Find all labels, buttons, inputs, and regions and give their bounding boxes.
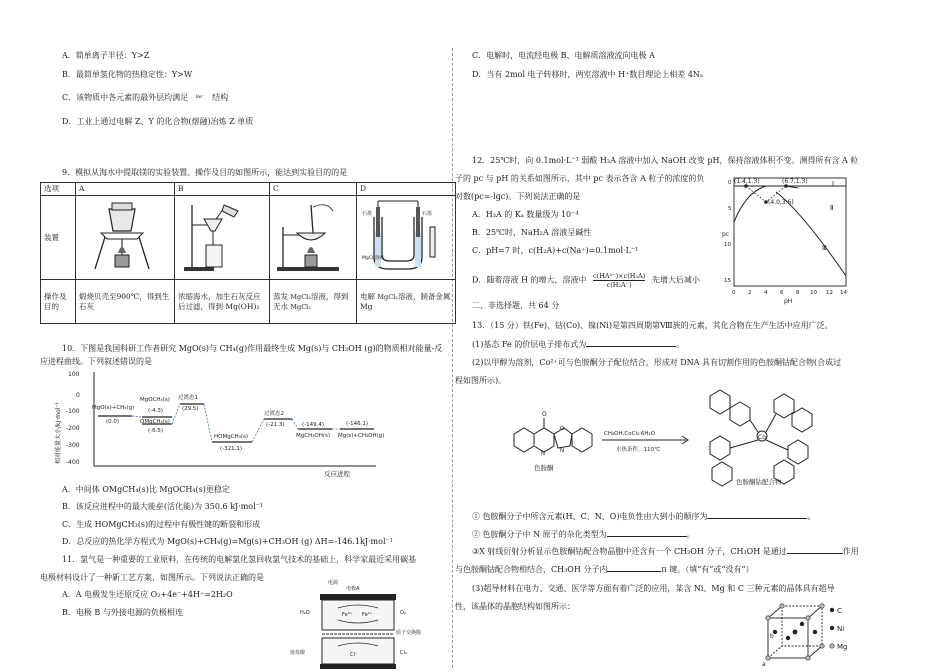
q13-sub1: ① 色胺酮分子中所含元素(H、C、N、O)电负性由大到小的顺序为 。 [472,512,816,521]
q12-option-a: A．H₃A 的 Kₐ 数量级为 10⁻⁴ [472,210,579,219]
q13-sub2: ② 色胺酮分子中 N 原子的杂化类型为 。 [472,530,695,539]
diagram-label-cl: Cl⁻ [350,652,358,658]
point-label-1: (1.4,1.3) [734,178,760,185]
legend-ni-marker [830,626,834,630]
y-tick-15: 15 [724,278,731,284]
q13-part3-line1: (3)超导材料在电力、交通、医学等方面有着广泛的应用，某含 Ni、Mg 和 C 三种元素的晶体具有超导 [472,584,835,593]
q8-option-a: A．简单离子半径：Y>Z [62,51,150,60]
legend-ni-label: Ni [837,625,845,633]
x-axis-label: 反应进程 [324,470,350,478]
reaction-conditions-bottom: 水热条件，110℃ [616,447,661,453]
octet-superscript: 8e⁻ [195,94,205,100]
diagram-label-h2o: H₂O [300,610,310,616]
column-divider [452,48,453,668]
x-tick-14: 14 [840,290,847,296]
q11-option-a: A．A 电极发生还原反应 O₂+4e⁻+4H⁺=2H₂O [62,590,233,599]
plot-frame [734,178,846,286]
q8-option-b: B．最简单氢化物的热稳定性：Y>W [62,70,193,79]
q9-row-label-device: 装置 [41,196,76,280]
y-tick-minus200: -200 [66,425,80,432]
evaporation-device [273,197,349,275]
diagram-label-power: 电源 [328,580,339,586]
y-axis-label: pc [722,231,730,238]
q9-row-label-purpose: 操作及目的 [41,280,76,324]
value-mgch3oh: (-149.4) [302,422,325,428]
label-ts2: 过渡态2 [264,411,284,417]
energy-profile-chart [56,368,386,478]
section-2-heading: 二、非选择题，共 64 分 [472,301,560,310]
value-ts2: (-21.3) [266,422,285,428]
device-d-label-left: 石墨 [362,211,373,217]
cobalt-label: Co [758,434,766,441]
value-mgo-ch4: (0.0) [106,419,120,425]
answer-blank-3[interactable] [607,536,687,537]
value-homgch3: (-321.1) [220,446,243,452]
crucible-heating-device [79,197,165,275]
atom-mg-2 [806,616,810,620]
q13-part3-line2: 性，该晶体的晶胞结构如图所示： [455,602,575,611]
cell-label-a: a [762,661,766,668]
legend-mg-label: Mg [837,643,848,651]
label-homgch3: HOMgCH₃(s) [214,434,249,440]
q13-sub3-line2: 与色胺酮钴配合物相结合，CH₃OH 分子内 π 键。（填“有”或“没有”） [455,565,754,574]
label-mgch3oh: MgCH₃OH(s) [296,433,331,439]
q10-option-b: B．该反应进程中的最大能垒(活化能)为 350.6 kJ·mol⁻¹ [62,502,264,511]
q8-option-c: C．该物质中各元素的最外层均满足 8e⁻ 结构 [62,93,229,102]
svg-text:O: O [560,426,565,432]
atom-ni-4 [813,630,817,634]
electrode-b [320,664,396,669]
diagram-label-waste-hcl: 废盐酸 [290,650,306,656]
reaction-conditions-top: CH₃OH,CoCl₂·6H₂O [604,431,656,437]
electrolysis-device [360,197,446,275]
device-b-cell [175,196,270,280]
y-tick-10: 10 [724,242,731,248]
y-tick-0: 0 [76,392,80,399]
electrode-a [320,594,396,600]
y-axis-label: 相对能量大小/kJ·mol⁻¹ [55,402,62,464]
atom-mg-5 [820,604,824,608]
legend-mg-marker [830,644,834,648]
q9-purpose-a: 煅烧贝壳至900℃，得到生石灰 [76,280,175,324]
atom-mg-3 [766,656,770,660]
device-d-label-solution: MgCl₂溶液 [362,256,384,261]
diagram-label-membrane: 质子交换膜 [396,630,422,636]
atom-mg-4 [806,656,810,660]
diagram-label-fe3: Fe³⁺ [342,612,353,618]
series-label-i: Ⅰ [832,180,835,188]
answer-blank-5[interactable] [607,571,661,572]
diagram-label-fe2: Fe²⁺ [362,612,373,618]
x-axis-label: pH [784,298,793,305]
q9-purpose-c: 蒸发 MgCl₂溶液，得到无水 MgCl₂ [270,280,357,324]
q9-stem: 9．模拟从海水中提取镁的实验装置、操作及目的如图所示，能达到实验目的的是 [62,168,348,177]
synthesis-scheme [500,384,850,494]
upper-chamber [322,600,394,630]
x-tick-8: 8 [796,290,800,296]
q9-header-b: B [175,183,270,196]
q9-purpose-b: 浓缩海水，加生石灰反应后过滤，得到 Mg(OH)₂ [175,280,270,324]
q10-option-d: D．总反应的热化学方程式为 MgO(s)+CH₄(g)=Mg(s)+CH₃OH (g) ΔH=-146.1kJ·mol⁻¹ [62,537,393,546]
q9-header-option: 选项 [41,183,76,196]
y-tick-minus400: -400 [66,459,80,466]
x-tick-4: 4 [764,290,768,296]
q12-stem-line3: 对数(pc=-lgc)。下列说法正确的是 [455,192,581,201]
pc-ph-chart [722,172,850,304]
value-mg-ch3oh: (-146.1) [346,421,369,427]
answer-blank-1[interactable] [586,346,676,347]
atom-mg-6 [820,644,824,648]
q9-table [40,182,456,324]
x-tick-10: 10 [810,290,817,296]
x-tick-0: 0 [732,290,736,296]
svg-text:O: O [542,411,547,418]
label-mgoch4: MgOCH₄(s) [140,397,170,403]
value-omgch4: (-6.5) [148,428,164,434]
device-d-label-right: 石墨 [422,211,433,217]
y-tick-minus300: -300 [66,442,80,449]
atom-c-center [793,630,798,635]
q9-header-a: A [76,183,175,196]
atom-ni-1 [786,636,790,640]
answer-blank-4[interactable] [787,553,843,554]
q12-stem-line1: 12．25℃时，向 0.1mol·L⁻¹ 弱酸 H₃A 溶液中加入 NaOH 改变 pH，保持溶液体积不变。测得所有含 A 粒 [472,156,859,165]
electrolysis-cell-diagram [288,578,428,670]
label-ts1: 过渡态1 [178,395,198,401]
q10-option-a: A．中间体 OMgCH₄(s)比 MgOCH₄(s)更稳定 [62,485,230,494]
y-tick-0: 0 [728,180,732,186]
q9-purpose-d: 电解 MgCl₂溶液，制备金属 Mg [357,280,456,324]
atom-mg-1 [766,616,770,620]
q10-stem-line1: 10．下图是我国科研工作者研究 MgO(s)与 CH₄(g)作用最终生成 Mg(s)与 CH₃OH (g)的物质相对能量-反 [62,344,443,353]
legend-c-label: C [837,607,842,615]
diagram-label-cl2: Cl₂ [400,650,407,656]
device-c-cell [270,196,357,280]
q12-option-b: B．25℃时，NaH₂A 溶液呈碱性 [472,228,592,237]
diagram-label-electrode-a: 电极A [346,586,360,592]
q8-option-d: D．工业上通过电解 Z、Y 的化合物(熔融)冶炼 Z 单质 [62,117,254,126]
answer-blank-2[interactable] [707,518,807,519]
q12-stem-line2: 子的 pc 与 pH 的关系如图所示，其中 pc 表示各含 A 粒子的浓度的负 [455,174,705,183]
y-tick-minus100: -100 [66,408,80,415]
point-label-3: (4.0,3.6) [768,199,794,206]
atom-ni-2 [800,622,804,626]
label-omgch4: OMgCH₄(s) [140,419,170,425]
atom-mg-7 [780,604,784,608]
q11-option-d: D．当有 2mol 电子转移时，两室溶液中 H⁺数目理论上相差 4Nₐ [472,70,704,79]
x-tick-6: 6 [780,290,784,296]
reactant-name: 色胺酮 [534,464,554,472]
q13-part1: (1)基态 Fe 的价层电子排布式为 。 [472,340,685,349]
q9-header-d: D [357,183,456,196]
filtration-device [178,197,260,275]
q9-header-c: C [270,183,357,196]
x-tick-2: 2 [748,290,752,296]
device-a-cell [76,196,175,280]
product-name: 色胺酮钴配合物 [736,478,782,486]
svg-text:N: N [541,451,546,457]
q13-sub3-line1: ③X 射线衍射分析显示色胺酮钴配合物晶胞中还含有一个 CH₃OH 分子，CH₃OH 是通过 作用 [472,547,859,556]
device-d-cell [357,196,456,280]
q11-option-c: C．电解时，电流经电极 B、电解质溶液流向电极 A [472,51,655,60]
q12-option-c: C．pH=7 时，c(H₂A)+c(Na⁺)=0.1mol·L⁻¹ [472,246,639,255]
crystal-unit-cell [760,600,860,670]
q10-option-c: C．生成 HOMgCH₃(s)的过程中有极性键的断裂和形成 [62,520,261,529]
q12-fraction: $\frac{\text{c(HA²⁻)×c(H₃A)}}{\text{c(H₂A⁻)}}$ [593,272,646,289]
tryptanthrin-structure [514,411,592,457]
q12-option-d: D．随着溶液 H 的增大，溶液中 $\frac{\text{c(HA²⁻)×c(H₃A)}}{\text{c(H₂A⁻)}}$ 先增大后减小 [472,272,700,289]
q13-part2-line1: (2)以甲醇为溶剂，Co²⁺可与色胺酮分子配位结合，形成对 DNA 具有切割作用的色胺酮钴配合物(合成过 [472,358,842,367]
diagram-label-o2: O₂ [400,610,406,616]
svg-text:N: N [560,448,565,454]
series-label-iii: Ⅲ [822,244,827,252]
q11-option-b: B．电极 B 与外接电源的负极相连 [62,608,183,617]
series-label-ii: Ⅱ [830,204,834,212]
q13-part2-line2: 程如图所示)。 [455,376,507,385]
y-tick-100: 100 [68,371,80,378]
x-tick-12: 12 [826,290,833,296]
label-mgo-ch4: MgO(s)+CH₄(g) [92,405,135,411]
point-label-2: (6.7,1.3) [782,178,808,185]
q13-stem: 13．（15 分）铁(Fe)、钴(Co)、镍(Ni)是第四周期第Ⅷ族的元素，其化合物在生产生活中应用广泛。 [472,321,833,330]
q10-stem-line2: 应进程曲线。下列叙述错误的是 [40,357,152,366]
cell-label-b: b [770,633,774,640]
q11-stem-line2: 电极材料设计了一种新工艺方案，如图所示。下列说法正确的是 [40,573,264,582]
value-mgoch4: (-4.3) [148,408,164,414]
label-mg-ch3oh: Mg(s)+CH₃OH(g) [338,433,385,439]
q11-stem-line1: 11．氯气是一种重要的工业原料，在传统的电解氯化氢回收氯气技术的基础上，科学家最近采用碳基 [62,555,417,564]
y-tick-5: 5 [728,206,732,212]
value-ts1: (29.5) [182,406,199,412]
legend-c-marker [830,608,834,612]
lower-chamber [322,638,394,664]
